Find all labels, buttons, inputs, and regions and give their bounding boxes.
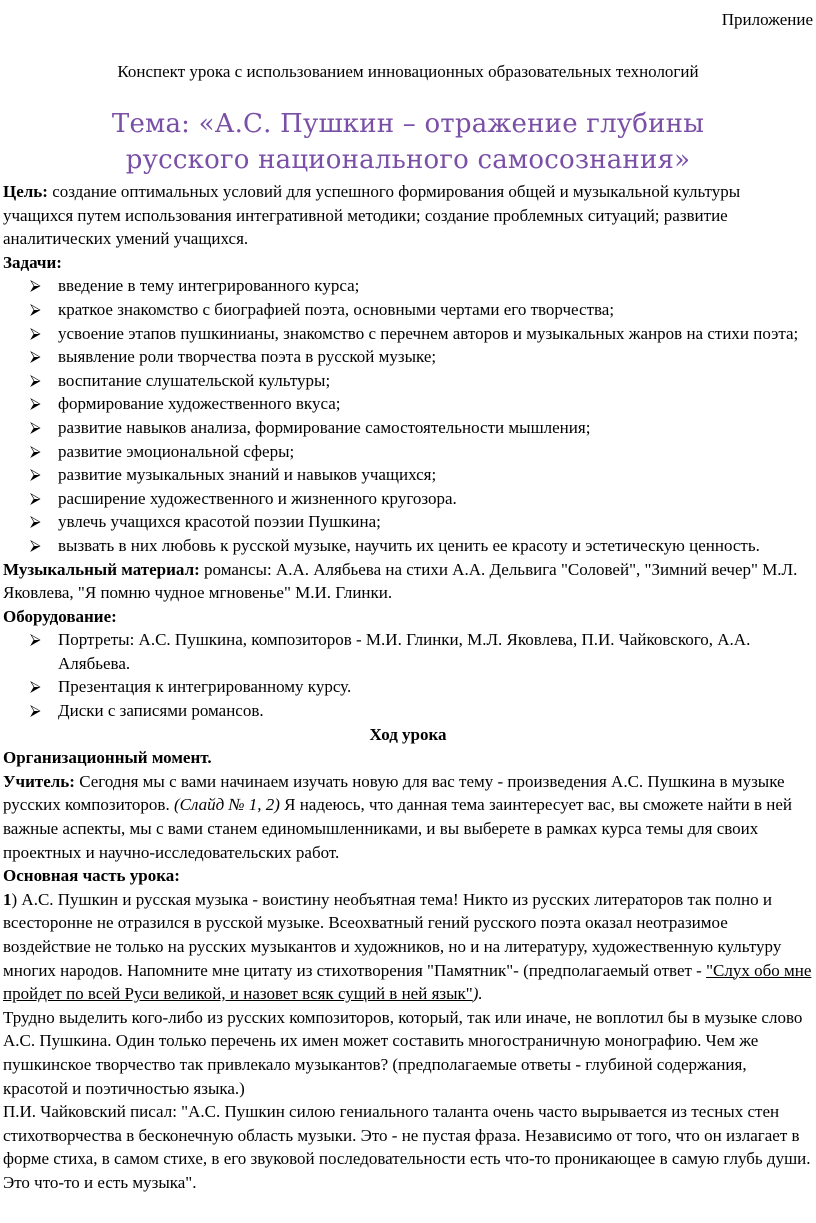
list-item: ⮚ введение в тему интегрированного курса; [3, 274, 813, 298]
org-moment-heading: Организационный момент. [3, 748, 212, 768]
list-item: ⮚ развитие навыков анализа, формирование самостоятельности мышления; [3, 416, 813, 440]
list-item: ⮚ Портреты: А.С. Пушкина, композиторов - М.И. Глинки, М.Л. Яковлева, П.И. Чайковского, А.А. Алябьева. [30, 630, 751, 673]
list-item: ⮚ развитие эмоциональной сферы; [3, 440, 813, 464]
paragraph-1: 1) А.С. Пушкин и русская музыка - воистину необъятная тема! Никто из русских литераторов так полно и всесторонне не отразился в русской музыке. Всеохватный гений русского поэта оказал неотразимое воздействие не только на русских музыкантов и художников, но и на литературу, художественную культуру многих народов. Напомните мне цитату из стихотворения "Памятник"- (предполагаемый ответ - "Слух обо мне пройдет по всей Руси великой, и назовет всяк сущий в ней язык"). [3, 889, 812, 1004]
arrow-bullet-icon: ⮚ [30, 276, 41, 295]
document-body [3, 180, 813, 1195]
goal-paragraph [3, 180, 813, 251]
arrow-bullet-icon: ⮚ [30, 323, 41, 342]
arrow-bullet-icon: ⮚ [30, 441, 41, 460]
arrow-bullet-icon: ⮚ [30, 370, 41, 389]
list-item: ⮚ выявление роли творчества поэта в русской музыке; [3, 345, 813, 369]
arrow-bullet-icon: ⮚ [30, 535, 41, 554]
list-item: ⮚ вызвать в них любовь к русской музыке, научить их ценить ее красоту и эстетическую ценность. [3, 534, 813, 558]
appendix-label: Приложение [721, 10, 813, 29]
arrow-bullet-icon: ⮚ [30, 347, 41, 366]
tasks-label: Задачи: [3, 252, 62, 272]
course-heading: Ход урока [369, 724, 447, 744]
list-item: ⮚ Презентация к интегрированному курсу. [3, 675, 813, 699]
list-item: ⮚ Диски с записями романсов. [3, 699, 813, 723]
arrow-bullet-icon: ⮚ [30, 465, 41, 484]
list-item: ⮚ краткое знакомство с биографией поэта, основными чертами его творчества; [3, 298, 813, 322]
material-paragraph [3, 558, 813, 605]
teacher-label: Учитель: [3, 771, 75, 791]
slide-reference: (Слайд № 1, 2) [173, 795, 280, 815]
list-item: ⮚ увлечь учащихся красотой поэзии Пушкина; [3, 510, 813, 534]
list-item: ⮚ развитие музыкальных знаний и навыков учащихся; [3, 463, 813, 487]
arrow-bullet-icon: ⮚ [30, 394, 41, 413]
list-item: ⮚ расширение художественного и жизненного кругозора. [3, 487, 813, 511]
arrow-bullet-icon: ⮚ [30, 512, 41, 531]
material-label: Музыкальный материал: [3, 559, 200, 579]
arrow-bullet-icon: ⮚ [30, 677, 41, 696]
arrow-bullet-icon: ⮚ [30, 630, 41, 649]
arrow-bullet-icon: ⮚ [30, 299, 41, 318]
goal-text: создание оптимальных условий для успешного формирования общей и музыкальной культуры учащихся путем использования интегративной методики; создание проблемных ситуаций; развитие аналитических умений учащихся. [3, 182, 741, 249]
list-item: ⮚ формирование художественного вкуса; [3, 392, 813, 416]
arrow-bullet-icon: ⮚ [30, 488, 41, 507]
teacher-paragraph: Учитель: Сегодня мы с вами начинаем изучать новую для вас тему - произведения А.С. Пушкина в музыке русских композиторов. (Слайд № 1, 2) Я надеюсь, что данная тема заинтересует вас, вы сможете найти в ней важные аспекты, мы с вами станем единомышленниками, и вы выберете в рамках курса темы для своих проектных и научно-исследовательских работ. [3, 771, 792, 862]
arrow-bullet-icon: ⮚ [30, 701, 41, 720]
equipment-label: Оборудование: [3, 606, 117, 626]
paragraph-2: Трудно выделить кого-либо из русских композиторов, который, так или иначе, не воплотил бы в музыке слово А.С. Пушкина. Один только перечень их имен может составить многостраничную монографию. Чем же пушкинское творчество так привлекало музыкантов? (предполагаемые ответы - глубиной содержания, красотой и поэтичностью языка.) [3, 1007, 803, 1098]
arrow-bullet-icon: ⮚ [30, 417, 41, 436]
material-text: романсы: А.А. Алябьева на стихи А.А. Дельвига "Соловей", "Зимний вечер" М.Л. Яковлева, "Я помню чудное мгновенье" М.И. Глинки. [3, 559, 798, 603]
pamyatnik-quote: "Слух обо мне пройдет по всей Руси великой, и назовет всяк сущий в ней язык" [3, 960, 812, 1004]
topic-heading: Тема: «А.С. Пушкин – отражение глубины русского национального самосознания» [111, 109, 705, 175]
tasks-list [3, 274, 813, 557]
paragraph-3: П.И. Чайковский писал: "А.С. Пушкин силою гениального таланта очень часто вырывается из тесных стен стихотворчества в бесконечную область музыки. Это - не пустая фраза. Независимо от того, что он излагает в форме стиха, в самом стихе, в его звуковой последовательности есть что-то проникающее в самую глубь души. Это что-то и есть музыка". [3, 1102, 811, 1192]
list-item: ⮚ воспитание слушательской культуры; [3, 369, 813, 393]
main-part-heading: Основная часть урока: [3, 866, 180, 886]
goal-label: Цель: [3, 182, 48, 201]
list-item: ⮚ усвоение этапов пушкинианы, знакомство с перечнем авторов и музыкальных жанров на стихи поэта; [3, 322, 813, 346]
lesson-title: Конспект урока с использованием инновационных образовательных технологий [117, 62, 699, 81]
equipment-list [3, 628, 813, 722]
